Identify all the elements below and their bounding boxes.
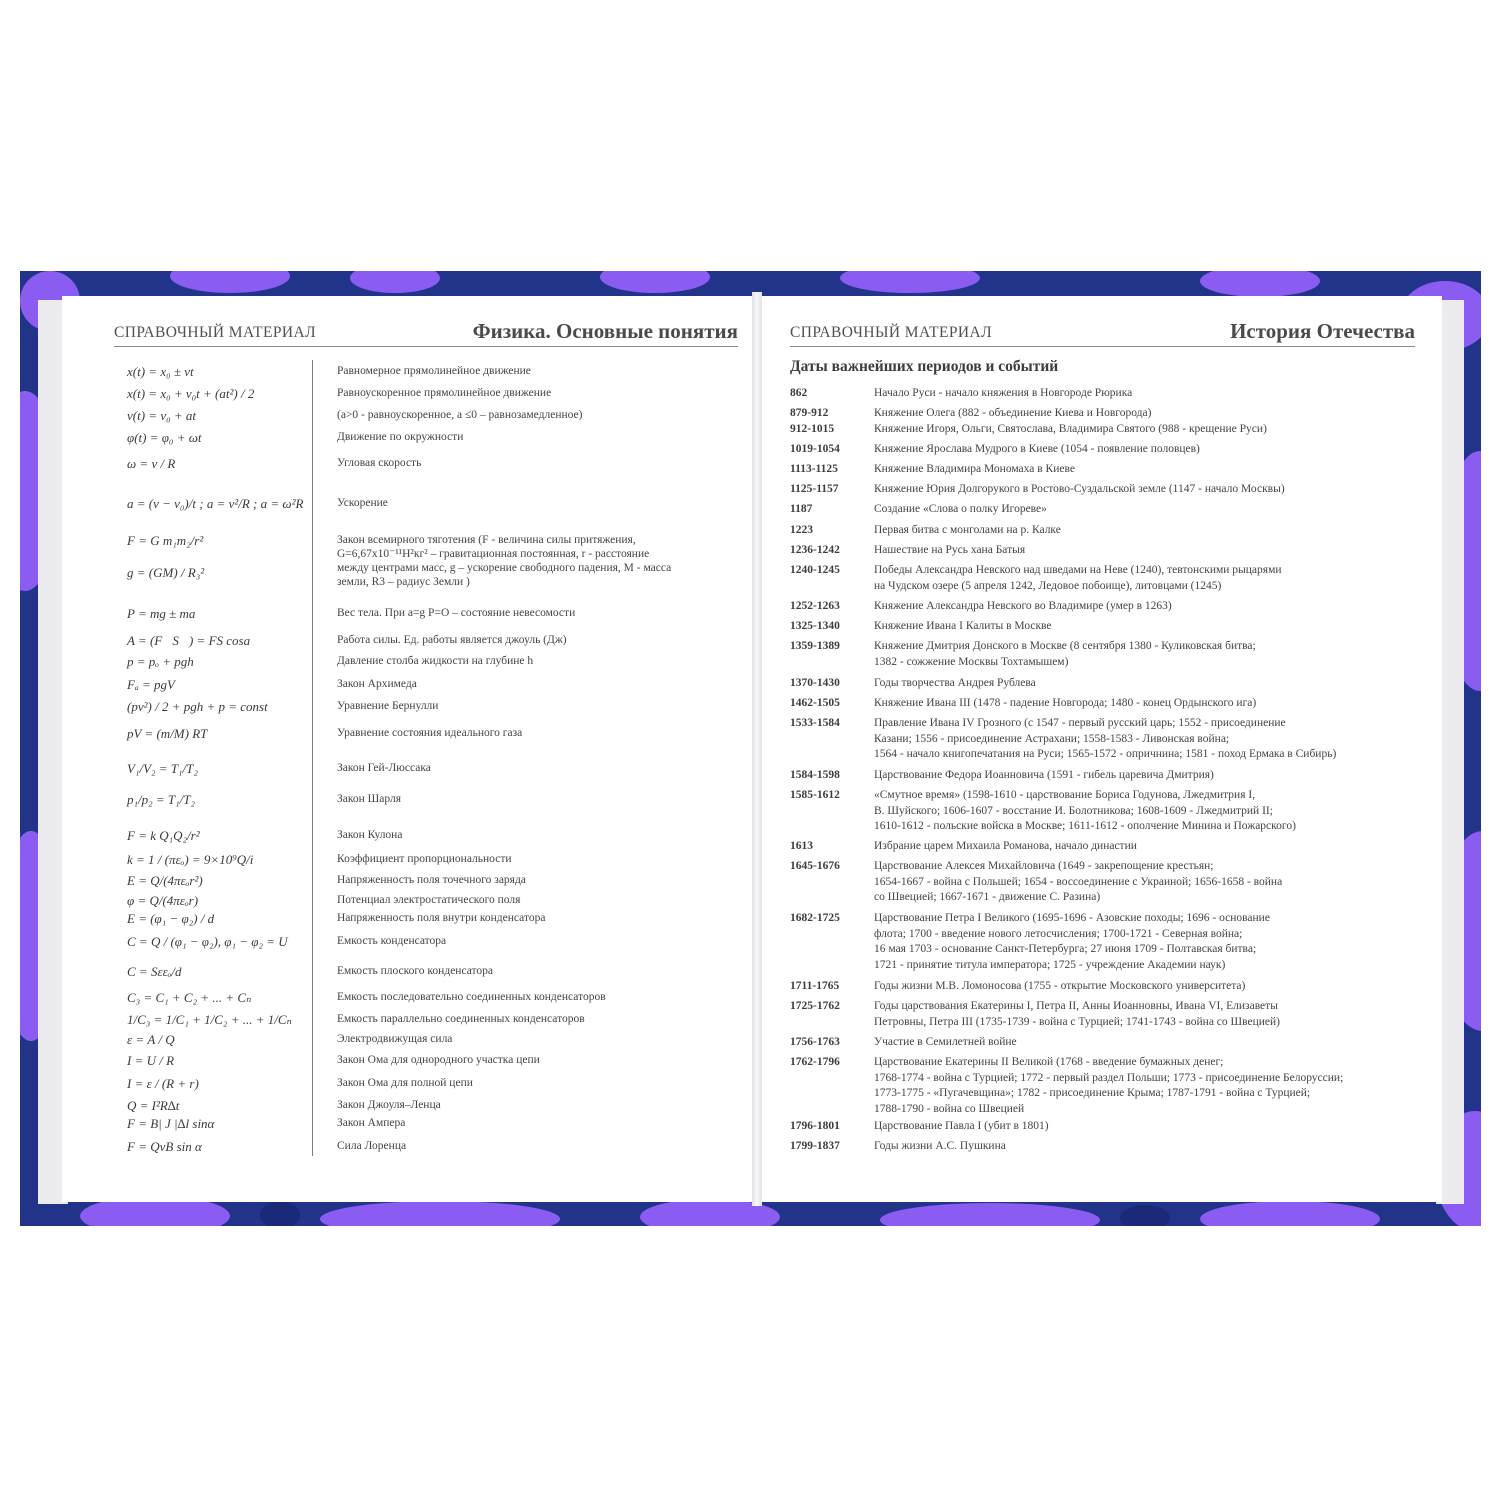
- formula-description: Закон Ома для однородного участка цепи: [337, 1054, 540, 1066]
- history-event: Княжение Ивана I Калиты в Москве: [874, 620, 1052, 632]
- cover-blot: [260, 1201, 300, 1226]
- physics-row: [0, 828, 752, 850]
- formula-description: Закон Ома для полной цепи: [337, 1077, 473, 1089]
- history-event: Княжение Александра Невского во Владимире (умер в 1263): [874, 600, 1172, 612]
- formula-description: Напряженность поля внутри конденсатора: [337, 912, 546, 924]
- formula-description: Закон Шарля: [337, 793, 401, 805]
- physics-row: [0, 408, 752, 430]
- history-event: Первая битва с монголами на р. Калке: [874, 524, 1061, 536]
- formula-description: Угловая скорость: [337, 457, 422, 469]
- history-event: Годы жизни М.В. Ломоносова (1755 - открытие Московского университета): [874, 980, 1246, 992]
- history-years: 1462-1505: [790, 697, 840, 709]
- formula-description: Уравнение состояния идеального газа: [337, 727, 523, 739]
- physics-row: [0, 761, 752, 783]
- formula-description: Емкость конденсатора: [337, 935, 447, 947]
- physics-row: [0, 699, 752, 721]
- cover-blot: [1120, 1205, 1170, 1226]
- history-years: 879-912: [790, 407, 829, 419]
- physics-row: [0, 1032, 752, 1054]
- history-event: Княжение Владимира Мономаха в Киеве: [874, 463, 1075, 475]
- history-years: 1725-1762: [790, 1000, 840, 1012]
- formula: p₁/p₂ = T₁/T₂: [127, 792, 196, 807]
- right-page-header: [790, 320, 1415, 347]
- formula: Q = I²R∆t: [127, 1098, 180, 1113]
- physics-row: [0, 1076, 752, 1098]
- formula-description: Работа силы. Ед. работы является джоуль (Дж): [337, 634, 567, 646]
- history-years: 1325-1340: [790, 620, 840, 632]
- cover-splash: [600, 271, 710, 293]
- physics-row: [0, 1139, 752, 1161]
- physics-row: [0, 964, 752, 986]
- formula: E = Q/(4πεₒr²): [127, 873, 203, 888]
- cover-splash: [1200, 271, 1320, 297]
- formula: P = mg ± ma: [127, 606, 196, 621]
- formula: a = (v − v₀)/t ; a = v²/R ; a = ω²R: [127, 496, 304, 511]
- history-event: Царствование Петра I Великого (1695-1696 - Азовские походы; 1696 - основание флота; 1700 - введение нового летосчисления; 1700-1721 - Северная война; 16 мая 1703 - основание Санкт-Петербурга; 27 июня 1709 - Полтавская битва; 1721 - принятие титула императора; 1725 - учреждение Академии наук): [874, 912, 1270, 971]
- history-years: 1796-1801: [790, 1120, 840, 1132]
- history-years: 1240-1245: [790, 564, 840, 576]
- formula: C₃ = C₁ + C₂ + ... + Cₙ: [127, 990, 252, 1005]
- formula: F = QvB sin α: [127, 1139, 202, 1154]
- formula-description: Закон Архимеда: [337, 678, 417, 690]
- history-years: 1756-1763: [790, 1036, 840, 1048]
- history-years: 1585-1612: [790, 789, 840, 801]
- formula: F = G m₁m₂/r²: [127, 533, 204, 548]
- formula: φ(t) = φ₀ + ωt: [127, 430, 202, 445]
- formula: A = (F⃗S⃗) = FS cosa: [127, 633, 251, 648]
- history-event: «Смутное время» (1598-1610 - царствование Бориса Годунова, Лжедмитрия I, В. Шуйского; 1606-1607 - восстание И. Болотникова; 1608-1609 - Лжедмитрий II; 1610-1612 - польские войска в Москве; 1611-1612 - ополчение Минина и Пожарского): [874, 789, 1296, 833]
- formula: pV = (m/M) RT: [127, 726, 208, 741]
- history-subtitle: Даты важнейших периодов и событий: [790, 358, 1059, 375]
- formula-description: Ускорение: [337, 497, 388, 509]
- history-event: Годы жизни А.С. Пушкина: [874, 1140, 1006, 1152]
- cover-splash: [170, 271, 290, 293]
- physics-row: [0, 792, 752, 814]
- physics-row: [0, 1012, 752, 1034]
- cover-splash: [1200, 1201, 1380, 1226]
- formula: v(t) = v₀ + at: [127, 408, 196, 423]
- history-years: 862: [790, 387, 808, 399]
- history-years: 1533-1584: [790, 717, 840, 729]
- formula: Fₐ = pgV: [127, 677, 175, 692]
- physics-row: [0, 1116, 752, 1138]
- section-tag: СПРАВОЧНЫЙ МАТЕРИАЛ: [790, 324, 993, 341]
- history-years: 1236-1242: [790, 544, 840, 556]
- formula: E = (φ₁ − φ₂) / d: [127, 911, 215, 926]
- section-tag: СПРАВОЧНЫЙ МАТЕРИАЛ: [114, 324, 317, 341]
- formula-description: Коэффициент пропорциональности: [337, 853, 512, 865]
- history-event: Начало Руси - начало княжения в Новгороде Рюрика: [874, 387, 1133, 399]
- history-event: Создание «Слова о полку Игореве»: [874, 503, 1047, 515]
- physics-row: [0, 934, 752, 956]
- history-years: 1682-1725: [790, 912, 840, 924]
- cover-splash: [320, 1201, 560, 1226]
- history-event: Правление Ивана IV Грозного (с 1547 - первый русский царь; 1552 - присоединение Казани; 1556 - присоединение Астрахани; 1558-1583 - Ливонская война; 1564 - начало книгопечатания на Руси; 1565-1572 - опричнина; 1581 - поход Ермака в Сибирь): [874, 717, 1337, 761]
- physics-row: [0, 852, 752, 874]
- history-years: 1613: [790, 840, 813, 852]
- page-title: Физика. Основные понятия: [472, 319, 738, 343]
- formula-description: Движение по окружности: [337, 431, 464, 443]
- history-years: 1799-1837: [790, 1140, 840, 1152]
- history-years: 1359-1389: [790, 640, 840, 652]
- history-event: Княжение Олега (882 - объединение Киева и Новгорода): [874, 407, 1152, 419]
- formula-description: Напряженность поля точечного заряда: [337, 874, 526, 886]
- history-event: Победы Александра Невского над шведами на Неве (1240), тевтонскими рыцарями на Чудском озере (5 апреля 1242, Ледовое побоище), литовцами (1245): [874, 564, 1282, 592]
- physics-row: [0, 726, 752, 748]
- history-event: Нашествие на Русь хана Батыя: [874, 544, 1026, 556]
- history-event: Княжение Юрия Долгорукого в Ростово-Суздальской земле (1147 - начало Москвы): [874, 483, 1285, 495]
- formula-description: Закон Кулона: [337, 829, 403, 841]
- physics-row: [0, 990, 752, 1012]
- physics-row: [0, 677, 752, 699]
- formula: V₁/V₂ = T₁/T₂: [127, 761, 198, 776]
- history-event: Царствование Павла I (убит в 1801): [874, 1120, 1049, 1132]
- formula-description: Равномерное прямолинейное движение: [337, 365, 531, 377]
- formula: 1/C₃ = 1/C₁ + 1/C₂ + ... + 1/Cₙ: [127, 1012, 292, 1027]
- formula: (pv²) / 2 + pgh + p = const: [127, 699, 268, 714]
- formula-description: Вес тела. При a=g P=O – состояние невесомости: [337, 607, 576, 619]
- formula: φ = Q/(4πεₒr): [127, 893, 199, 908]
- history-years: 912-1015: [790, 423, 835, 435]
- formula-description: Закон Гей-Люссака: [337, 762, 431, 774]
- history-event: Годы царствования Екатерины I, Петра II, Анны Иоанновны, Ивана VI, Елизаветы Петровны, Петра III (1735-1739 - война с Турцией; 1741-1743 - война со Швецией): [874, 1000, 1280, 1028]
- physics-row: [0, 654, 752, 676]
- formula-description: Закон всемирного тяготения (F - величина силы притяжения, G=6,67x10⁻¹¹Н²кг² – гравитационная постоянная, r - расстояние между центрами масс, g – ускорение свободного падения, M - масса земли, R3 – радиус Земли ): [337, 534, 672, 589]
- formula-description: Уравнение Бернулли: [337, 700, 439, 712]
- physics-row: [0, 606, 752, 628]
- physics-row: [0, 386, 752, 408]
- formula-description: Электродвижущая сила: [337, 1033, 453, 1045]
- formula: F = B| J |∆l sinα: [127, 1116, 215, 1131]
- formula-description: Емкость последовательно соединенных конденсаторов: [337, 991, 606, 1003]
- history-event: Княжение Игоря, Ольги, Святослава, Владимира Святого (988 - крещение Руси): [874, 423, 1267, 435]
- history-event: Княжение Дмитрия Донского в Москве (8 сентября 1380 - Куликовская битва; 1382 - сожжение Москвы Тохтамышем): [874, 640, 1256, 668]
- physics-row: [0, 456, 752, 478]
- formula: I = U / R: [127, 1053, 175, 1068]
- left-page-header: [114, 320, 738, 347]
- physics-row: [0, 364, 752, 386]
- history-event: Избрание царем Михаила Романова, начало династии: [874, 840, 1137, 852]
- physics-row: [0, 565, 752, 587]
- history-years: 1645-1676: [790, 860, 840, 872]
- formula: C = Q / (φ₁ − φ₂), φ₁ − φ₂ = U: [127, 934, 288, 949]
- formula-description: Сила Лоренца: [337, 1140, 407, 1152]
- physics-row: [0, 911, 752, 933]
- history-event: Годы творчества Андрея Рублева: [874, 677, 1036, 689]
- formula: g = (GM) / R₃²: [127, 565, 205, 580]
- formula-description: Емкость параллельно соединенных конденсаторов: [337, 1013, 585, 1025]
- formula-description: Закон Ампера: [337, 1117, 406, 1129]
- cover-splash: [350, 271, 440, 293]
- physics-row: [0, 873, 752, 895]
- formula-description: Потенциал электростатического поля: [337, 894, 521, 906]
- formula-description: Закон Джоуля–Ленца: [337, 1099, 441, 1111]
- page-title: История Отечества: [1230, 319, 1415, 343]
- formula: ω = v / R: [127, 456, 176, 471]
- history-years: 1223: [790, 524, 813, 536]
- history-years: 1125-1157: [790, 483, 839, 495]
- history-years: 1113-1125: [790, 463, 838, 475]
- history-years: 1762-1796: [790, 1056, 840, 1068]
- formula-description: Емкость плоского конденсатора: [337, 965, 493, 977]
- cover-splash: [840, 271, 980, 293]
- formula: p = pₒ + pgh: [127, 654, 194, 669]
- physics-row: [0, 1053, 752, 1075]
- history-years: 1252-1263: [790, 600, 840, 612]
- history-years: 1370-1430: [790, 677, 840, 689]
- history-event: Участие в Семилетней войне: [874, 1036, 1017, 1048]
- formula-description: Равноускоренное прямолинейное движение: [337, 387, 552, 399]
- history-event: Княжение Ярослава Мудрого в Киеве (1054 - появление половцев): [874, 443, 1200, 455]
- history-event: Княжение Ивана III (1478 - падение Новгорода; 1480 - конец Ордынского ига): [874, 697, 1257, 709]
- history-event: Царствование Екатерины II Великой (1768 - введение бумажных денег; 1768-1774 - война с Турцией; 1772 - первый раздел Польши; 1773 - присоединение Белоруссии; 1773-1775 - «Пугачевщина»; 1782 - присоединение Крыма; 1787-1791 - война с Турцией; 1788-1790 - война со Швецией: [874, 1056, 1344, 1115]
- formula: C = Sεεₒ/d: [127, 964, 182, 979]
- formula-description: (a>0 - равноускоренное, a ≤0 – равнозамедленное): [337, 409, 583, 421]
- cover-splash: [880, 1203, 1100, 1226]
- history-event: Царствование Федора Иоанновича (1591 - гибель царевича Дмитрия): [874, 769, 1214, 781]
- formula: k = 1 / (πεₒ) = 9×10⁹Q/i: [127, 852, 254, 867]
- physics-row: [0, 633, 752, 655]
- history-years: 1584-1598: [790, 769, 840, 781]
- physics-row: [0, 430, 752, 452]
- history-event: Царствование Алексея Михайловича (1649 - закрепощение крестьян; 1654-1667 - война с Польшей; 1654 - воссоединение с Украиной; 1656-1658 - война со Швецией; 1667-1671 - движение С. Разина): [874, 860, 1283, 904]
- book-gutter: [752, 292, 762, 1206]
- formula-description: Давление столба жидкости на глубине h: [337, 655, 534, 667]
- physics-row: [0, 496, 752, 518]
- history-years: 1711-1765: [790, 980, 840, 992]
- history-years: 1019-1054: [790, 443, 840, 455]
- history-years: 1187: [790, 503, 813, 515]
- formula: x(t) = x₀ ± vt: [127, 364, 194, 379]
- formula: x(t) = x₀ + v₀t + (at²) / 2: [127, 386, 255, 401]
- formula: ε = A / Q: [127, 1032, 175, 1047]
- formula: F = k Q₁Q₂/r²: [127, 828, 200, 843]
- formula: I = ε / (R + r): [127, 1076, 199, 1091]
